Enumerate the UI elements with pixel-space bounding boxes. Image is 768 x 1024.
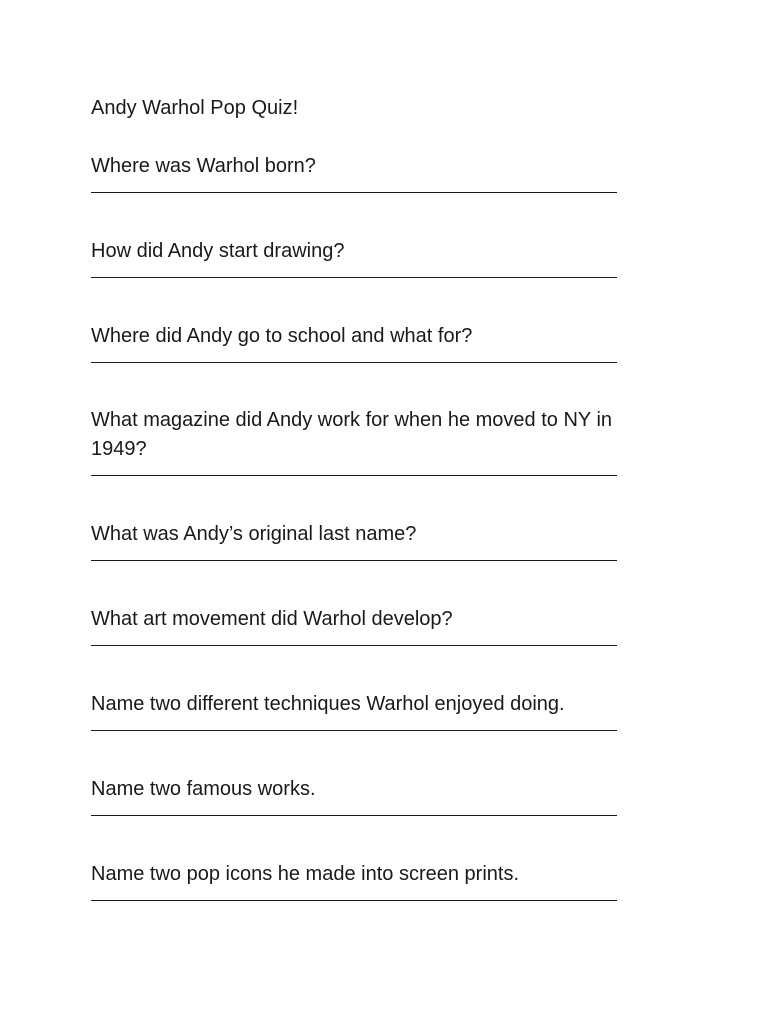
question-text: Name two different techniques Warhol enjoyed doing. <box>91 693 565 715</box>
question-9 <box>91 860 651 901</box>
answer-line[interactable] <box>91 730 617 731</box>
question-text: Name two pop icons he made into screen prints. <box>91 863 519 885</box>
answer-line[interactable] <box>91 560 617 561</box>
page-title: Andy Warhol Pop Quiz! <box>91 97 299 119</box>
question-text: How did Andy start drawing? <box>91 240 345 262</box>
question-text: What was Andy’s original last name? <box>91 523 417 545</box>
answer-line[interactable] <box>91 900 617 901</box>
question-4 <box>91 406 651 476</box>
question-text: What magazine did Andy work for when he moved to NY in 1949? <box>91 409 613 460</box>
answer-line[interactable] <box>91 192 617 193</box>
question-6 <box>91 605 651 646</box>
answer-line[interactable] <box>91 475 617 476</box>
question-5 <box>91 520 651 561</box>
question-3 <box>91 322 651 363</box>
question-2 <box>91 237 651 278</box>
question-7 <box>91 690 651 731</box>
question-text: Name two famous works. <box>91 778 316 800</box>
answer-line[interactable] <box>91 645 617 646</box>
question-8 <box>91 775 651 816</box>
answer-line[interactable] <box>91 815 617 816</box>
question-text: Where did Andy go to school and what for? <box>91 325 473 347</box>
question-text: Where was Warhol born? <box>91 155 316 177</box>
question-text: What art movement did Warhol develop? <box>91 608 453 630</box>
answer-line[interactable] <box>91 277 617 278</box>
question-1 <box>91 152 651 193</box>
answer-line[interactable] <box>91 362 617 363</box>
